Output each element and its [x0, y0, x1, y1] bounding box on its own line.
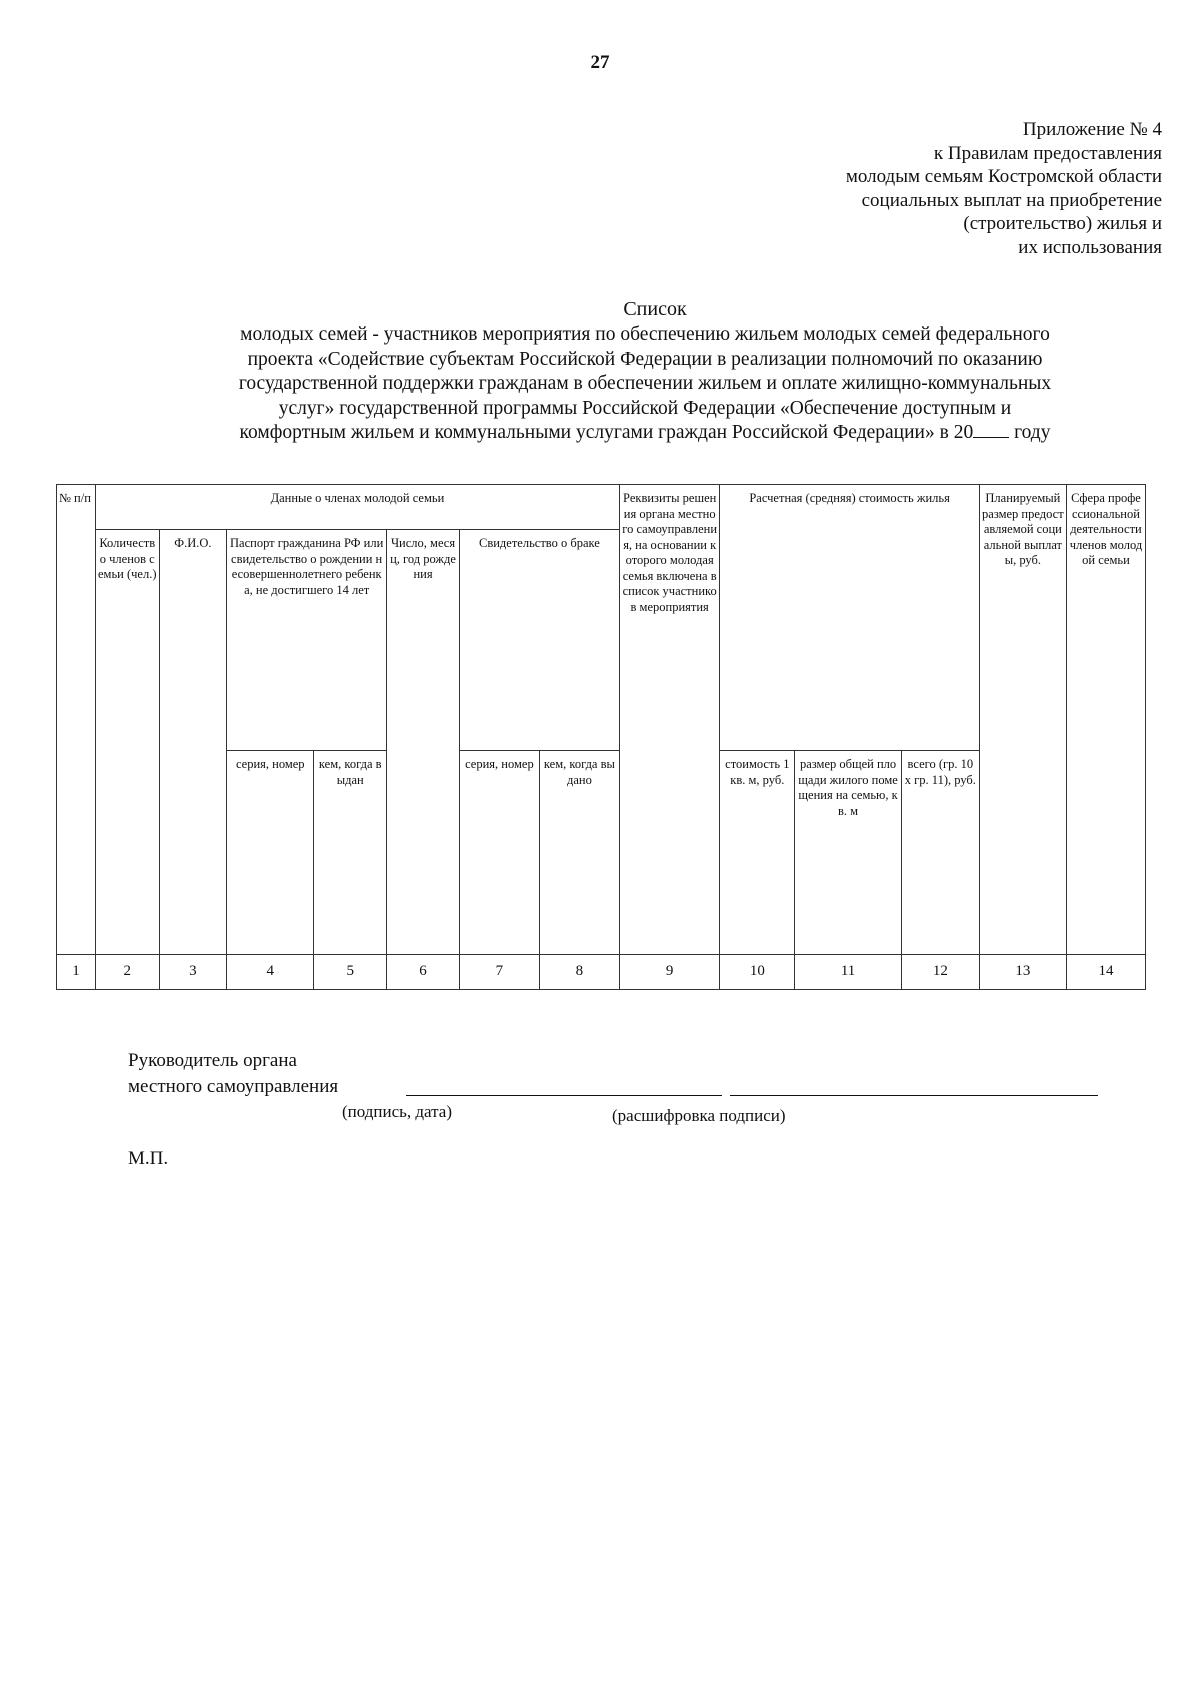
appendix-line: социальных выплат на приобретение	[861, 189, 1162, 211]
subtitle-line: проекта «Содействие субъектам Российской Федерации в реализации полномочий по оказанию	[247, 348, 1043, 370]
signature-role-line1: Руководитель органа	[128, 1050, 297, 1071]
header-member-count: Количество членов семьи (чел.)	[95, 530, 159, 955]
header-marriage-issued: кем, когда выдано	[539, 751, 619, 955]
appendix-line: их использования	[1018, 236, 1162, 258]
column-number: 8	[539, 955, 619, 990]
header-area: размер общей площади жилого помещения на семью, кв. м	[795, 751, 902, 955]
year-blank	[973, 421, 1009, 438]
subtitle-last-line	[130, 421, 1160, 446]
signature-caption: (подпись, дата)	[342, 1102, 453, 1121]
column-number: 9	[619, 955, 719, 990]
column-number: 13	[979, 955, 1066, 990]
column-number: 14	[1066, 955, 1145, 990]
decode-caption: (расшифровка подписи)	[612, 1106, 786, 1125]
header-birth-date: Число, месяц, год рождения	[387, 530, 460, 955]
header-marriage-certificate: Свидетельство о браке	[459, 530, 619, 751]
column-number: 4	[227, 955, 314, 990]
column-number: 1	[57, 955, 96, 990]
appendix-line: к Правилам предоставления	[933, 142, 1162, 164]
header-planned-payment: Планируемый размер предоставляемой социальной выплаты, руб.	[979, 485, 1066, 955]
document-subtitle	[130, 323, 1160, 446]
signature-line	[406, 1094, 722, 1096]
header-total: всего (гр. 10 х гр. 11), руб.	[901, 751, 979, 955]
document-title: Список	[623, 298, 687, 320]
column-number: 5	[314, 955, 387, 990]
header-passport-issued: кем, когда выдан	[314, 751, 387, 955]
header-family-data: Данные о членах молодой семьи	[95, 485, 619, 530]
appendix-header	[602, 118, 1162, 259]
header-passport-series: серия, номер	[227, 751, 314, 955]
column-number: 6	[387, 955, 460, 990]
column-number: 7	[459, 955, 539, 990]
header-requisites: Реквизиты решения органа местного самоуправления, на основании которого молодая семья включена в список участников мероприятия	[619, 485, 719, 955]
header-number: № п/п	[57, 485, 96, 955]
header-fio: Ф.И.О.	[159, 530, 227, 955]
header-cost: Расчетная (средняя) стоимость жилья	[720, 485, 979, 751]
column-number: 2	[95, 955, 159, 990]
subtitle-line: государственной поддержки гражданам в обеспечении жильем и оплате жилищно-коммунальных	[238, 373, 1052, 394]
subtitle-line: молодых семей - участников мероприятия по обеспечению жильем молодых семей федерального	[240, 324, 1050, 345]
header-cost-per-m2: стоимость 1 кв. м, руб.	[720, 751, 795, 955]
signature-role-line2: местного самоуправления	[128, 1076, 339, 1097]
subtitle-line-end: году	[1014, 422, 1051, 443]
column-number: 3	[159, 955, 227, 990]
appendix-line: молодым семьям Костромской области	[845, 166, 1162, 187]
header-profession: Сфера профессиональной деятельности членов молодой семьи	[1066, 485, 1145, 955]
column-number: 10	[720, 955, 795, 990]
appendix-line: Приложение № 4	[1022, 119, 1162, 140]
column-number: 12	[901, 955, 979, 990]
column-number: 11	[795, 955, 902, 990]
stamp-place: М.П.	[128, 1148, 169, 1169]
appendix-line: (строительство) жилья и	[963, 213, 1162, 234]
signature-block	[128, 1048, 338, 1100]
subtitle-line-text: комфортным жильем и коммунальными услугами граждан Российской Федерации» в 20	[239, 422, 974, 443]
subtitle-line: услуг» государственной программы Российской Федерации «Обеспечение доступным и	[278, 397, 1012, 419]
signature-decode-line	[730, 1094, 1098, 1096]
family-list-table	[56, 484, 1146, 990]
header-passport: Паспорт гражданина РФ или свидетельство о рождении несовершеннолетнего ребенка, не достигшего 14 лет	[227, 530, 387, 751]
page-number: 27	[590, 52, 610, 73]
header-marriage-series: серия, номер	[459, 751, 539, 955]
